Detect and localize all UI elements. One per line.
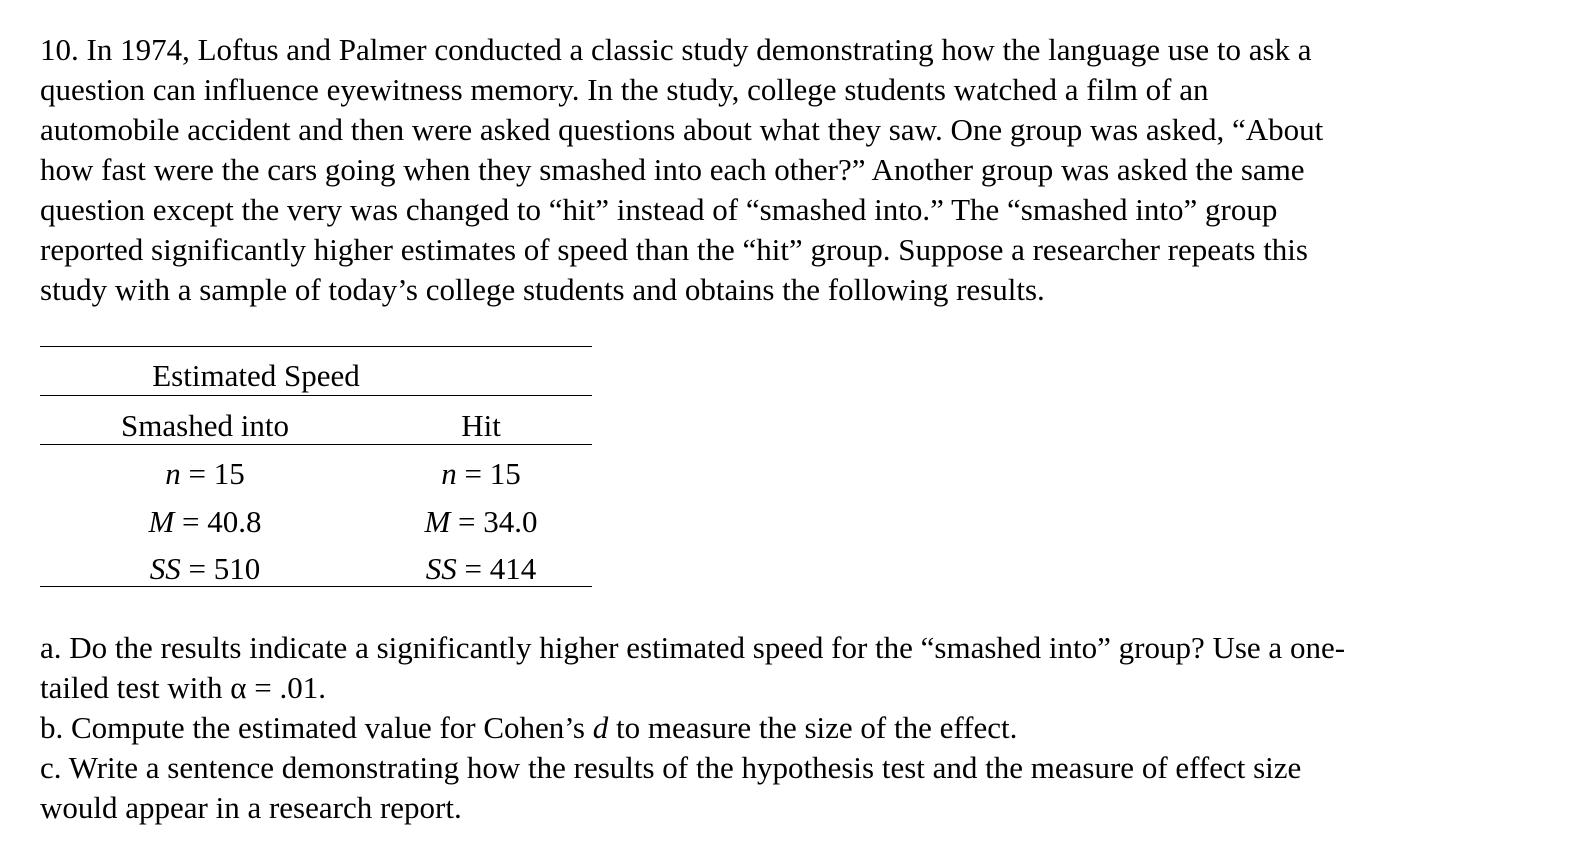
question-b-text: to measure the size of the effect.: [608, 710, 1018, 745]
problem-line: 10. In 1974, Loftus and Palmer conducted a classic study demonstrating how the language use to ask a: [40, 32, 1312, 67]
equals-sign: =: [456, 551, 490, 586]
table-bottom-rule: [40, 586, 592, 587]
equals-sign: =: [180, 456, 214, 491]
table-top-rule: [40, 346, 592, 347]
problem-line: question except the very was changed to “hit” instead of “smashed into.” The “smashed into” group: [40, 192, 1278, 227]
hit-ss-cell: [370, 549, 592, 589]
column-header-smashed: Smashed into: [121, 408, 289, 443]
hit-n-cell: [370, 454, 592, 494]
smashed-ss-cell: [40, 549, 370, 589]
table-title: Estimated Speed: [152, 358, 360, 393]
column-header-hit: Hit: [461, 408, 501, 443]
problem-line: reported significantly higher estimates of speed than the “hit” group. Suppose a researcher repeats this: [40, 232, 1308, 267]
hit-mean-value: 34.0: [483, 504, 538, 539]
problem-statement: [40, 30, 1540, 310]
hit-ss-value: 414: [489, 551, 537, 586]
equals-sign: =: [456, 456, 490, 491]
equals-sign: =: [450, 504, 484, 539]
m-symbol: M: [424, 504, 451, 539]
hit-mean-cell: [370, 502, 592, 542]
problem-line: how fast were the cars going when they smashed into each other?” Another group was asked the same: [40, 152, 1305, 187]
problem-line: automobile accident and then were asked questions about what they saw. One group was asked, “About: [40, 112, 1324, 147]
ss-symbol: SS: [149, 551, 181, 586]
n-symbol: n: [441, 456, 457, 491]
ss-symbol: SS: [425, 551, 457, 586]
smashed-ss-value: 510: [213, 551, 261, 586]
question-c-line: c. Write a sentence demonstrating how the results of the hypothesis test and the measure of effect size: [40, 750, 1302, 785]
smashed-mean-cell: [40, 502, 370, 542]
m-symbol: M: [148, 504, 175, 539]
question-b-text: b. Compute the estimated value for Cohen’s: [40, 710, 593, 745]
n-symbol: n: [165, 456, 181, 491]
equals-sign: =: [180, 551, 214, 586]
problem-line: study with a sample of today’s college students and obtains the following results.: [40, 272, 1045, 307]
equals-sign: =: [174, 504, 208, 539]
hit-n-value: 15: [489, 456, 521, 491]
question-c-line: would appear in a research report.: [40, 790, 462, 825]
problem-line: question can influence eyewitness memory. In the study, college students watched a film of an: [40, 72, 1209, 107]
question-parts: [40, 628, 1540, 828]
question-a-line: tailed test with α = .01.: [40, 670, 326, 705]
smashed-n-value: 15: [213, 456, 245, 491]
table-header-rule: [40, 444, 592, 445]
question-a-line: a. Do the results indicate a significantly higher estimated speed for the “smashed into” group? Use a one-: [40, 630, 1346, 665]
smashed-n-cell: [40, 454, 370, 494]
smashed-mean-value: 40.8: [207, 504, 262, 539]
cohens-d-symbol: d: [592, 710, 609, 745]
table-title-rule: [40, 395, 592, 396]
question-b: [40, 708, 1540, 748]
